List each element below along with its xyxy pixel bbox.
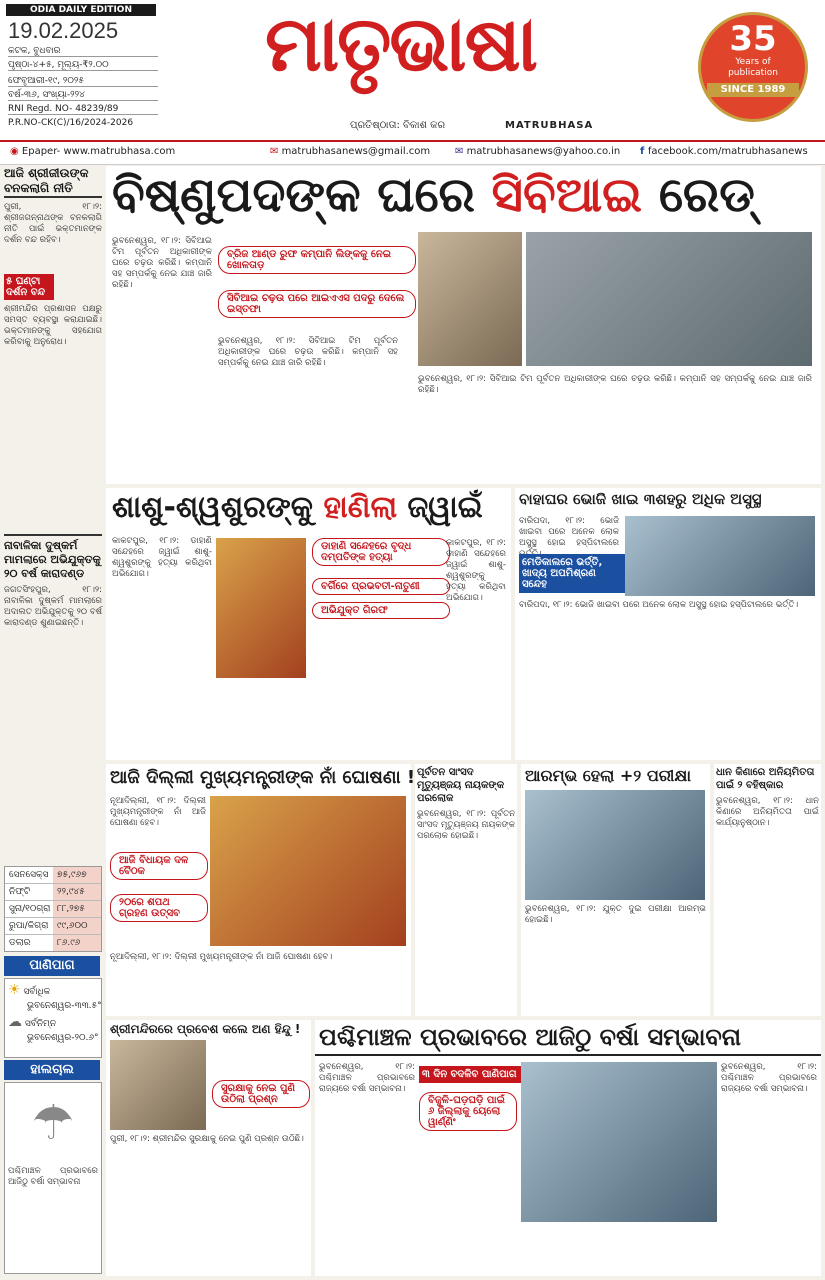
left-body-1: ପୁରୀ, ୧୮।୨: ଶ୍ରୀଜଗନ୍ନାଥଙ୍କ ବନକଲାଗି ନୀତି ପାଇଁ ଭକ୍ତମାନଙ୍କ ଦର୍ଶନ ବନ୍ଦ ରହିବ।: [4, 202, 102, 245]
badge-number: 35: [729, 19, 777, 59]
globe-icon: ◉: [10, 146, 22, 157]
lead-tag-1: ବ୍ରିଜ ଆଣ୍ଡ ରୁଫ କମ୍ପାନି ଲିଙ୍କକୁ ନେଇ ଖୋଳତାଡ଼: [218, 246, 416, 274]
gmail-link[interactable]: ✉ matrubhasanews@gmail.com: [270, 146, 431, 157]
volume-line: ବର୍ଷ-୩୬, ସଂଖ୍ୟା-୨୨୪: [8, 90, 158, 101]
facebook-icon: f: [640, 146, 648, 157]
min-temp: ଭୁବନେଶ୍ୱର-୨୦.୬°: [27, 1033, 99, 1043]
hospital-photo: [625, 516, 815, 596]
issue-date: 19.02.2025: [8, 18, 119, 43]
place-day: କଟକ, ବୁଧବାର: [8, 46, 158, 57]
latin-name: MATRUBHASA: [505, 120, 594, 131]
obituary-story: [415, 764, 517, 1016]
paddy-headline: ଧାନ କିଣାରେ ଅନିୟମିତତା ପାଇଁ ୨ ବହିଷ୍କାର: [716, 767, 815, 791]
facebook-link[interactable]: f facebook.com/matrubhasanews: [640, 146, 808, 157]
yahoo-link[interactable]: ✉ matrubhasanews@yahoo.co.in: [455, 146, 621, 157]
contact-strip: [0, 140, 825, 165]
rain-tag-1: ୩ ଦିନ ବଦଳିବ ପାଣିପାଗ: [419, 1066, 521, 1083]
exam-story: [521, 764, 710, 1016]
rain-headline: ପଶ୍ଚିମାଞ୍ଚଳ ପ୍ରଭାବରେ ଆଜିଠୁ ବର୍ଷା ସମ୍ଭାବନା: [315, 1020, 821, 1056]
lead-tag-2: ସିବିଆଇ ଚଢ଼ଉ ପରେ ଆଇଏଏସ ପଦରୁ ଦେଲେ ଇସ୍ତଫା: [218, 290, 416, 318]
left-body-2: ଶ୍ରୀମନ୍ଦିର ପ୍ରଶାସନ ପକ୍ଷରୁ ସମସ୍ତ ବ୍ୟବସ୍ଥା କରାଯାଇଛି। ଭକ୍ତମାନଙ୍କୁ ସହଯୋଗ କରିବାକୁ ଅନୁରୋଧ।: [4, 304, 102, 347]
accused-photo: [216, 538, 306, 678]
exam-photo: [525, 790, 705, 900]
food-poisoning-story: [515, 488, 821, 760]
epaper-link[interactable]: ◉ Epaper- www.matrubhasa.com: [10, 146, 176, 157]
silhouette-photo: [210, 796, 406, 946]
market-row: ନିଫ୍ଟି ୨୨,୯୪୫: [5, 884, 101, 901]
delhi-tag-2: ୨୦ରେ ଶପଥ ଗ୍ରହଣ ଉତ୍ସବ: [110, 894, 208, 922]
anniversary-badge: [698, 12, 808, 122]
market-box: [4, 866, 102, 952]
delhi-tag-1: ଆଜି ବିଧାୟକ ଦଳ ବୈଠକ: [110, 852, 208, 880]
food-body-2: ବାରିପଦା, ୧୮।୨: ଭୋଜି ଖାଇବା ପରେ ଅନେକ ଲୋକ ଅସୁସ୍ଥ ହୋଇ ହସ୍ପିଟାଲରେ ଭର୍ତ୍ତି।: [519, 600, 799, 610]
masthead: [0, 0, 825, 140]
delhi-cm-story: [106, 764, 416, 1016]
founder-line: ପ୍ରତିଷ୍ଠାତା: ବିକାଶ କର: [350, 120, 446, 131]
halchal-title: ହାଲଚାଲ: [4, 1060, 100, 1080]
food-headline: ବାହାଘର ଭୋଜି ଖାଇ ୩ଶହରୁ ଅଧିକ ଅସୁସ୍ଥ: [519, 490, 762, 508]
left-second-headline: ନାବାଳିକା ଦୁଷ୍କର୍ମ ମାମଲାରେ ଅଭିଯୁକ୍ତକୁ ୨୦ ବର୍ଷ କାରାଦଣ୍ଡ: [4, 534, 102, 581]
lead-story: [106, 166, 821, 484]
food-tag: ମେଡିକାଲରେ ଭର୍ତ୍ତି, ଖାଦ୍ୟ ଅପମିଶ୍ରଣ ସନ୍ଦେହ: [519, 554, 625, 593]
weather-box: ☀ ସର୍ବାଧିକ ଭୁବନେଶ୍ୱର-୩୩.୫° ☁ ସର୍ବନିମ୍ନ ଭୁବନେଶ୍ୱର-୨୦.୬°: [4, 978, 102, 1058]
exam-body: ଭୁବନେଶ୍ୱର, ୧୮।୨: ଯୁକ୍ତ ଦୁଇ ପରୀକ୍ଷା ଆରମ୍ଭ ହୋଇଛି।: [525, 904, 706, 925]
murder-tag-3: ଅଭିଯୁକ୍ତ ଗିରଫ: [312, 602, 450, 619]
halchal-text: ପଶ୍ଚିମାଞ୍ଚଳ ପ୍ରଭାବରେ ଆଜିଠୁ ବର୍ଷା ସମ୍ଭାବନା: [8, 1166, 98, 1187]
temple-photo: [110, 1040, 206, 1130]
newspaper-logo: ମାତୃଭାଷା: [265, 0, 536, 88]
edition-tag: ODIA DAILY EDITION: [6, 4, 156, 16]
murder-story: [106, 488, 511, 760]
darshan-label: ୫ ଘଣ୍ଟା ଦର୍ଶନ ବନ୍ଦ: [4, 274, 54, 300]
max-temp: ଭୁବନେଶ୍ୱର-୩୩.୫°: [27, 1001, 102, 1011]
pages-price: ପୃଷ୍ଠା-୪+୫, ମୂଲ୍ୟ-₹୨.୦୦: [8, 60, 158, 71]
rain-body: ଭୁବନେଶ୍ୱର, ୧୮।୨: ପଶ୍ଚିମାଞ୍ଚଳ ପ୍ରଭାବରେ ରାଜ୍ୟରେ ବର୍ଷା ସମ୍ଭାବନା।: [319, 1062, 415, 1094]
paddy-body: ଭୁବନେଶ୍ୱର, ୧୮।୨: ଧାନ କିଣାରେ ଅନିୟମିତତା ପାଇଁ କାର୍ଯ୍ୟାନୁଷ୍ଠାନ।: [716, 796, 819, 828]
rain-body-2: ଭୁବନେଶ୍ୱର, ୧୮।୨: ପଶ୍ଚିମାଞ୍ଚଳ ପ୍ରଭାବରେ ରାଜ୍ୟରେ ବର୍ଷା ସମ୍ଭାବନା।: [721, 1062, 817, 1094]
left-body-3: ଜଗତସିଂହପୁର, ୧୮।୨: ନାବାଳିକା ଦୁଷ୍କର୍ମ ମାମଲାରେ ଅଦାଲତ ଅଭିଯୁକ୍ତକୁ ୨୦ ବର୍ଷ କାରାଦଣ୍ଡ ଶୁଣାଇଛନ୍ତି।: [4, 585, 102, 628]
weather-title: ପାଣିପାଗ: [4, 956, 100, 976]
lead-photo-portrait: [418, 232, 522, 366]
lead-body-3: ଭୁବନେଶ୍ୱର, ୧୮।୨: ସିବିଆଇ ଟିମ ପୂର୍ବତନ ଅଧିକାରୀଙ୍କ ଘରେ ଚଢ଼ଉ କରିଛି। କମ୍ପାନି ସହ ସମ୍ପର୍କକୁ ନେଇ ଯାଞ୍ଚ ଜାରି ରହିଛି।: [418, 374, 812, 395]
market-row: ସେନସେକ୍ସ ୭୫,୯୬୭: [5, 867, 101, 884]
murder-headline: ଶାଶୁ-ଶ୍ୱଶୁରଙ୍କୁ ହାଣିଲା ଜ୍ୱାଇଁ: [112, 490, 483, 525]
cloud-icon: ☁: [8, 1014, 22, 1030]
halchal-box: [4, 1082, 102, 1274]
murder-body: କାକଟପୁର, ୧୮।୨: ଡାହାଣି ସନ୍ଦେହରେ ଜ୍ୱାଇଁ ଶାଶୁ-ଶ୍ୱଶୁରଙ୍କୁ ହତ୍ୟା କରିଥିବା ଅଭିଯୋଗ।: [112, 536, 212, 579]
rain-tag-2: ବିଜୁଳି-ଘଡ଼ଘଡ଼ି ପାଇଁ ୬ ଜିଲ୍ଲାକୁ ୟେଲୋ ୱାର୍ଣ୍ଣିଂ: [419, 1092, 517, 1131]
temple-tag: ସୁରକ୍ଷାକୁ ନେଇ ପୁଣି ଉଠିଲା ପ୍ରଶ୍ନ: [212, 1080, 310, 1108]
badge-since: SINCE 1989: [707, 83, 799, 97]
delhi-body-2: ନୂଆଦିଲ୍ଲୀ, ୧୮।୨: ଦିଲ୍ଲୀ ମୁଖ୍ୟମନ୍ତ୍ରୀଙ୍କ ନାଁ ଆଜି ଘୋଷଣା ହେବ।: [110, 952, 333, 962]
badge-text: Years of publication: [728, 57, 778, 78]
pr-number: P.R.NO-CK(C)/16/2024-2026: [8, 118, 134, 128]
market-row: ସୁନା/୧୦ଗ୍ରା ୮୮,୨୭୫: [5, 901, 101, 918]
left-top-headline: ଆଜି ଶ୍ରୀଜୀଉଙ୍କ ବନକଲାଗି ନୀତି: [4, 166, 102, 198]
date-line: ଫେବୃଆରୀ-୧୯, ୨୦୨୫: [8, 76, 158, 87]
temple-story: [106, 1020, 311, 1276]
temple-body: ପୁରୀ, ୧୮।୨: ଶ୍ରୀମନ୍ଦିର ସୁରକ୍ଷାକୁ ନେଇ ପୁଣି ପ୍ରଶ୍ନ ଉଠିଛି।: [110, 1134, 304, 1144]
sun-icon: ☀: [8, 982, 21, 998]
murder-tag-2: ବର୍ଗିରେ ପ୍ରଭବତୀ-ନାତୁଣୀ: [312, 578, 450, 595]
left-column: [4, 166, 102, 1276]
market-row: ଡଲାର ୮୬.୯୬: [5, 935, 101, 951]
exam-headline: ଆରମ୍ଭ ହେଲା +୨ ପରୀକ୍ଷା: [525, 766, 691, 785]
market-row: ରୁପା/କିଗ୍ରା ୯୯,୬୦୦: [5, 918, 101, 935]
mail-icon: ✉: [455, 146, 467, 157]
temple-headline: ଶ୍ରୀମନ୍ଦିରରେ ପ୍ରବେଶ କଲେ ଅଣ ହିନ୍ଦୁ !: [110, 1022, 301, 1036]
mail-icon: ✉: [270, 146, 282, 157]
lead-body: ଭୁବନେଶ୍ୱର, ୧୮।୨: ସିବିଆଇ ଟିମ ପୂର୍ବତନ ଅଧିକାରୀଙ୍କ ଘରେ ଚଢ଼ଉ କରିଛି। କମ୍ପାନି ସହ ସମ୍ପର୍କକୁ ନେଇ ଯାଞ୍ଚ ଜାରି ରହିଛି।: [112, 236, 212, 290]
obituary-headline: ପୂର୍ବତନ ସାଂସଦ ମୃତ୍ୟୁଞ୍ଜୟ ନାୟକଙ୍କ ପରଲୋକ: [417, 767, 505, 804]
murder-tag-1: ଡାହାଣି ସନ୍ଦେହରେ ବୃଦ୍ଧ ଦମ୍ପତିଙ୍କ ହତ୍ୟା: [312, 538, 450, 566]
rni-number: RNI Regd. NO- 48239/89: [8, 104, 158, 115]
delhi-body: ନୂଆଦିଲ୍ଲୀ, ୧୮।୨: ଦିଲ୍ଲୀ ମୁଖ୍ୟମନ୍ତ୍ରୀଙ୍କ ନାଁ ଆଜି ଘୋଷଣା ହେବ।: [110, 796, 206, 828]
rain-story: [315, 1020, 821, 1276]
rain-cloud-icon: ☂: [31, 1095, 75, 1151]
food-body: ବାରିପଦା, ୧୮।୨: ଭୋଜି ଖାଇବା ପରେ ଅନେକ ଲୋକ ଅସୁସ୍ଥ ହୋଇ ହସ୍ପିଟାଲରେ: [519, 516, 619, 548]
lead-body-2: ଭୁବନେଶ୍ୱର, ୧୮।୨: ସିବିଆଇ ଟିମ ପୂର୍ବତନ ଅଧିକାରୀଙ୍କ ଘରେ ଚଢ଼ଉ କରିଛି। କମ୍ପାନି ସହ ସମ୍ପର୍କକୁ ନେଇ ଯାଞ୍ଚ ଜାରି ରହିଛି।: [218, 336, 398, 368]
lead-photo-raid: [526, 232, 812, 366]
delhi-headline: ଆଜି ଦିଲ୍ଲୀ ମୁଖ୍ୟମନ୍ତ୍ରୀଙ୍କ ନାଁ ଘୋଷଣା !: [110, 767, 416, 788]
paddy-story: [714, 764, 821, 1016]
lead-headline: ବିଷ୍ଣୁପଦଙ୍କ ଘରେ ସିବିଆଇ ରେଡ୍: [112, 167, 755, 223]
obituary-body: ଭୁବନେଶ୍ୱର, ୧୮।୨: ପୂର୍ବତନ ସାଂସଦ ମୃତ୍ୟୁଞ୍ଜୟ ନାୟକଙ୍କ ପରଲୋକ ହୋଇଛି।: [417, 809, 515, 841]
rain-photo: [521, 1062, 717, 1222]
murder-body-2: କାକଟପୁର, ୧୮।୨: ଡାହାଣି ସନ୍ଦେହରେ ଜ୍ୱାଇଁ ଶାଶୁ-ଶ୍ୱଶୁରଙ୍କୁ ହତ୍ୟା କରିଥିବା ଅଭିଯୋଗ।: [446, 538, 506, 603]
